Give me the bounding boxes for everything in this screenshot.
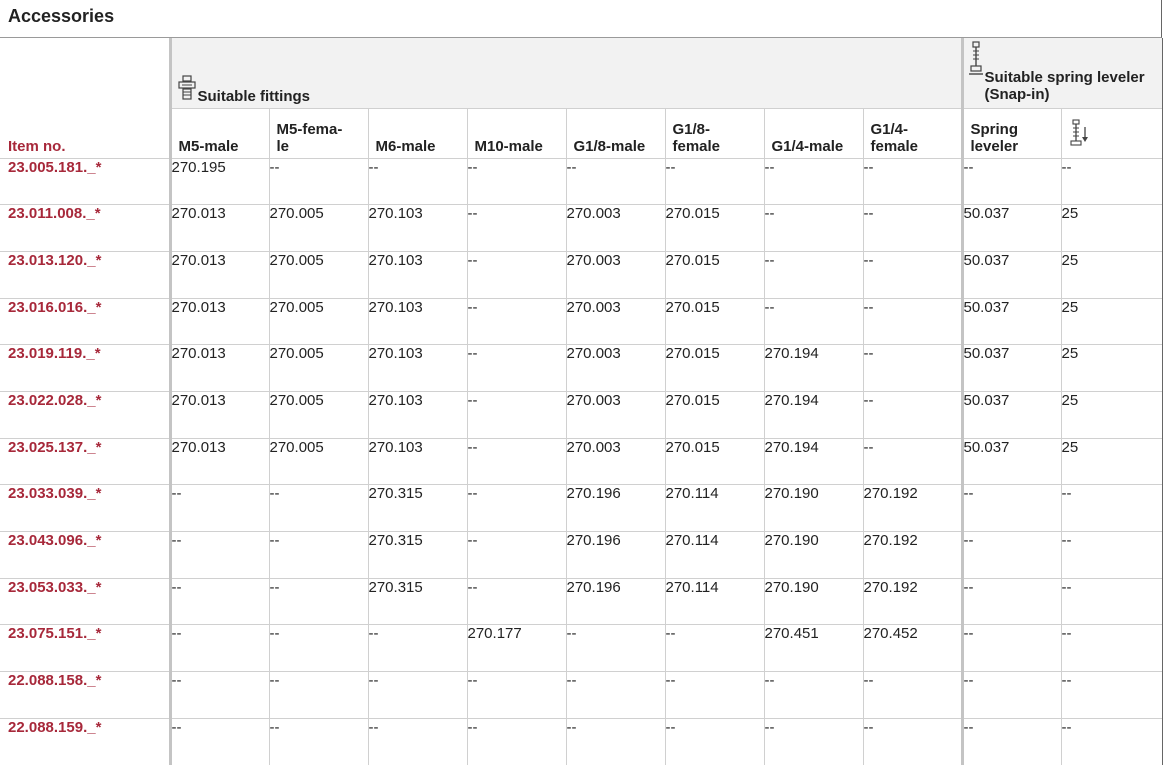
table-cell: -- (764, 672, 863, 719)
col-label-line: Spring (970, 120, 1018, 138)
fittings-group-label: Suitable fittings (197, 88, 310, 105)
col-label-line: female (672, 137, 721, 155)
table-row (0, 485, 1162, 532)
item-number-cell: 23.022.028._* (0, 391, 170, 438)
table-cell: 270.194 (764, 391, 863, 438)
item-number-cell: 23.043.096._* (0, 532, 170, 579)
table-cell: 270.005 (269, 251, 368, 298)
column-header-row (0, 108, 1162, 158)
table-cell: 270.192 (863, 532, 962, 579)
table-cell: -- (863, 391, 962, 438)
table-cell: 270.013 (170, 391, 269, 438)
table-row (0, 718, 1162, 765)
table-row (0, 672, 1162, 719)
table-cell: 50.037 (962, 298, 1061, 345)
section-title-bar (0, 0, 1162, 38)
col-label (179, 138, 239, 155)
table-cell: -- (467, 532, 566, 579)
col-label-line: leveler (970, 137, 1019, 155)
table-cell: -- (467, 298, 566, 345)
table-cell: 270.190 (764, 532, 863, 579)
col-header-spring-leveler (962, 108, 1061, 158)
col-label-line: M10-male (474, 137, 543, 155)
table-cell: -- (368, 718, 467, 765)
table-row (0, 298, 1162, 345)
col-label (772, 138, 844, 155)
spring-leveler-group-header (962, 38, 1162, 108)
table-cell: -- (467, 391, 566, 438)
table-cell: -- (467, 718, 566, 765)
table-cell: -- (863, 438, 962, 485)
table-cell: 270.015 (665, 345, 764, 392)
fittings-group-header (170, 38, 962, 108)
col-label-line: G1/8-male (573, 137, 646, 155)
table-cell: 270.015 (665, 391, 764, 438)
table-cell: 270.003 (566, 438, 665, 485)
item-number-cell: 23.016.016._* (0, 298, 170, 345)
table-cell: 270.196 (566, 532, 665, 579)
table-cell: 270.192 (863, 485, 962, 532)
spring-leveler-group-label-text: Suitable spring leveler (Snap-in) (984, 69, 1145, 103)
table-cell: 270.013 (170, 298, 269, 345)
col-header-g18-female (665, 108, 764, 158)
table-cell: 270.015 (665, 298, 764, 345)
table-cell: 270.005 (269, 391, 368, 438)
table-cell: 25 (1061, 205, 1162, 252)
item-number-cell: 23.013.120._* (0, 251, 170, 298)
col-header-m10-male (467, 108, 566, 158)
table-cell: 270.103 (368, 251, 467, 298)
table-cell: -- (962, 578, 1061, 625)
item-number-cell: 23.033.039._* (0, 485, 170, 532)
table-cell: 25 (1061, 438, 1162, 485)
item-no-header (0, 108, 170, 158)
table-cell: -- (368, 625, 467, 672)
table-cell: -- (665, 672, 764, 719)
table-cell: -- (368, 672, 467, 719)
table-cell: -- (467, 438, 566, 485)
table-cell: 50.037 (962, 251, 1061, 298)
table-cell: -- (962, 625, 1061, 672)
table-cell: -- (1061, 485, 1162, 532)
table-row (0, 205, 1162, 252)
table-cell: 270.315 (368, 532, 467, 579)
table-row (0, 391, 1162, 438)
table-row (0, 438, 1162, 485)
item-number-cell: 22.088.158._* (0, 672, 170, 719)
col-label-line: M6-male (375, 137, 436, 155)
table-cell: 25 (1061, 345, 1162, 392)
item-no-label: Item no. (8, 137, 66, 155)
col-label-line: G1/4- (870, 120, 909, 138)
table-cell: -- (467, 205, 566, 252)
item-number-cell: 23.019.119._* (0, 345, 170, 392)
col-header-m6-male (368, 108, 467, 158)
spring-leveler-group-label (969, 69, 1149, 103)
table-cell: 25 (1061, 251, 1162, 298)
table-cell: -- (863, 298, 962, 345)
col-label (871, 121, 919, 155)
table-cell: -- (170, 485, 269, 532)
group-header-row (0, 38, 1162, 108)
table-cell: 270.003 (566, 345, 665, 392)
table-cell: -- (467, 345, 566, 392)
table-cell: 25 (1061, 298, 1162, 345)
table-cell: 50.037 (962, 345, 1061, 392)
table-cell: 270.013 (170, 251, 269, 298)
table-cell: -- (269, 158, 368, 205)
table-cell: -- (467, 578, 566, 625)
accessories-table (0, 38, 1163, 765)
table-cell: 270.196 (566, 485, 665, 532)
col-label-line: female (870, 137, 919, 155)
table-cell: 270.003 (566, 391, 665, 438)
table-cell: -- (566, 718, 665, 765)
spring-leveler-quantity-icon (1070, 119, 1090, 149)
table-cell: -- (467, 158, 566, 205)
table-cell: 270.114 (665, 485, 764, 532)
table-cell: -- (269, 718, 368, 765)
col-label (277, 121, 343, 155)
table-cell: 270.103 (368, 205, 467, 252)
table-cell: -- (764, 251, 863, 298)
table-cell: 50.037 (962, 391, 1061, 438)
table-cell: -- (764, 205, 863, 252)
table-cell: 270.005 (269, 438, 368, 485)
table-cell: -- (269, 485, 368, 532)
col-header-g14-female (863, 108, 962, 158)
table-cell: 270.015 (665, 251, 764, 298)
table-cell: 270.005 (269, 345, 368, 392)
table-cell: 270.194 (764, 345, 863, 392)
fitting-icon (178, 75, 196, 103)
table-cell: 270.114 (665, 578, 764, 625)
col-label-line: M5-male (178, 137, 239, 155)
col-header-m5-female (269, 108, 368, 158)
col-label (376, 138, 436, 155)
table-cell: -- (1061, 672, 1162, 719)
table-cell: -- (1061, 532, 1162, 579)
table-cell: 270.194 (764, 438, 863, 485)
col-label (673, 121, 721, 155)
table-cell: 270.005 (269, 205, 368, 252)
table-body (0, 158, 1162, 765)
col-label (475, 138, 543, 155)
table-cell: 270.003 (566, 298, 665, 345)
col-header-quantity (1061, 108, 1162, 158)
col-label (971, 121, 1019, 155)
table-cell: -- (962, 672, 1061, 719)
table-cell: 270.196 (566, 578, 665, 625)
table-cell: -- (962, 158, 1061, 205)
table-cell: 270.005 (269, 298, 368, 345)
table-cell: -- (863, 205, 962, 252)
table-cell: -- (170, 625, 269, 672)
table-cell: 25 (1061, 391, 1162, 438)
table-cell: 270.190 (764, 485, 863, 532)
table-cell: -- (665, 718, 764, 765)
table-cell: -- (863, 718, 962, 765)
table-cell: -- (764, 718, 863, 765)
table-cell: 270.013 (170, 205, 269, 252)
table-cell: 270.015 (665, 205, 764, 252)
table-row (0, 345, 1162, 392)
table-cell: 50.037 (962, 205, 1061, 252)
col-label-line: le (276, 137, 290, 155)
table-cell: 270.451 (764, 625, 863, 672)
table-cell: 270.114 (665, 532, 764, 579)
table-cell: 270.103 (368, 438, 467, 485)
table-cell: -- (566, 672, 665, 719)
table-row (0, 158, 1162, 205)
table-cell: -- (566, 625, 665, 672)
col-header-g18-male (566, 108, 665, 158)
item-number-cell: 23.005.181._* (0, 158, 170, 205)
col-header-g14-male (764, 108, 863, 158)
table-cell: -- (269, 578, 368, 625)
table-cell: -- (170, 672, 269, 719)
table-cell: -- (665, 158, 764, 205)
table-cell: -- (368, 158, 467, 205)
table-cell: -- (863, 158, 962, 205)
item-number-cell: 23.025.137._* (0, 438, 170, 485)
col-header-m5-male (170, 108, 269, 158)
table-cell: 270.003 (566, 251, 665, 298)
table-cell: -- (665, 625, 764, 672)
table-cell: -- (170, 532, 269, 579)
item-number-cell: 23.053.033._* (0, 578, 170, 625)
table-cell: 270.103 (368, 345, 467, 392)
table-cell: 270.103 (368, 391, 467, 438)
table-cell: -- (863, 345, 962, 392)
col-label (574, 138, 646, 155)
table-cell: -- (566, 158, 665, 205)
table-cell: -- (170, 718, 269, 765)
table-cell: 270.315 (368, 578, 467, 625)
table-cell: -- (1061, 578, 1162, 625)
table-cell: -- (170, 578, 269, 625)
table-cell: 270.177 (467, 625, 566, 672)
table-cell: -- (1061, 718, 1162, 765)
table-cell: -- (764, 158, 863, 205)
table-cell: -- (1061, 158, 1162, 205)
table-cell: -- (467, 672, 566, 719)
item-no-group-cell (0, 38, 170, 108)
table-cell: 270.013 (170, 345, 269, 392)
item-number-cell: 22.088.159._* (0, 718, 170, 765)
table-cell: -- (764, 298, 863, 345)
table-cell: 270.103 (368, 298, 467, 345)
col-label-line: G1/4-male (771, 137, 844, 155)
table-cell: -- (1061, 625, 1162, 672)
table-cell: -- (269, 625, 368, 672)
table-row (0, 625, 1162, 672)
table-cell: 270.013 (170, 438, 269, 485)
section-title: Accessories (8, 6, 115, 26)
table-cell: -- (269, 532, 368, 579)
table-row (0, 578, 1162, 625)
table-row (0, 251, 1162, 298)
table-cell: 270.192 (863, 578, 962, 625)
table-cell: 270.015 (665, 438, 764, 485)
table-cell: -- (467, 251, 566, 298)
table-cell: -- (962, 532, 1061, 579)
table-cell: -- (962, 718, 1061, 765)
table-cell: 50.037 (962, 438, 1061, 485)
table-cell: -- (863, 672, 962, 719)
table-cell: -- (269, 672, 368, 719)
table-cell: -- (962, 485, 1061, 532)
col-label-line: G1/8- (672, 120, 711, 138)
table-cell: 270.315 (368, 485, 467, 532)
table-cell: 270.003 (566, 205, 665, 252)
item-number-cell: 23.075.151._* (0, 625, 170, 672)
col-label-line: M5-fema- (276, 120, 343, 138)
table-cell: -- (467, 485, 566, 532)
table-cell: -- (863, 251, 962, 298)
item-number-cell: 23.011.008._* (0, 205, 170, 252)
table-cell: 270.190 (764, 578, 863, 625)
table-row (0, 532, 1162, 579)
table-cell: 270.195 (170, 158, 269, 205)
table-cell: 270.452 (863, 625, 962, 672)
